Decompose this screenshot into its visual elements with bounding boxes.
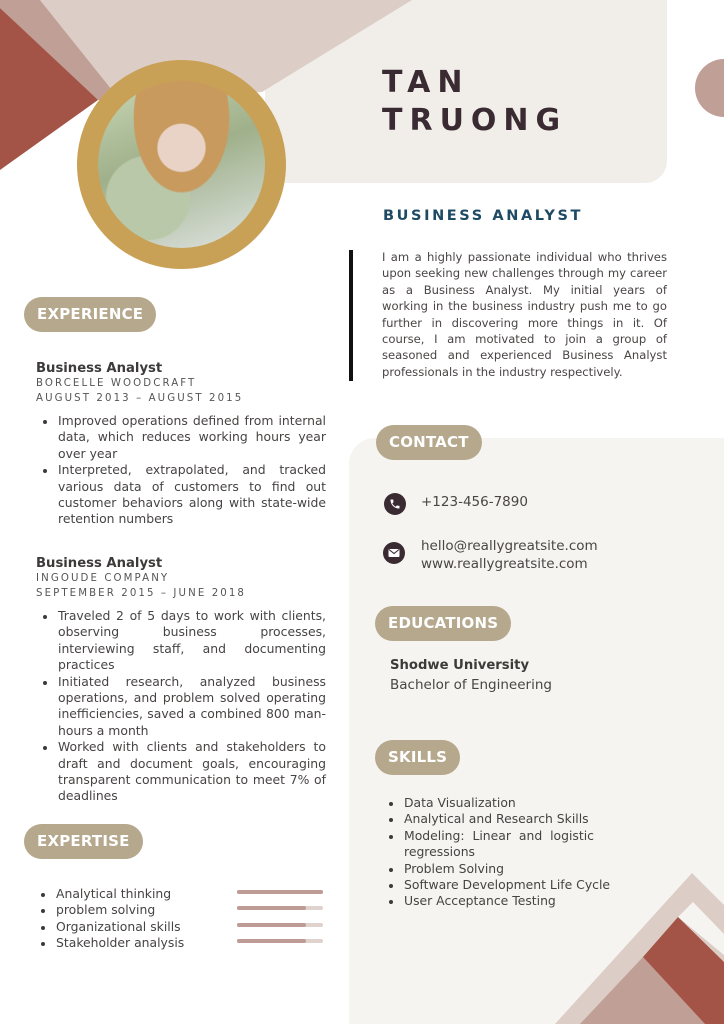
expertise-bar-fill [237,890,323,894]
phone-glyph-icon [389,498,401,510]
job-dates: AUGUST 2013 – AUGUST 2015 [36,393,244,404]
job-company: BORCELLE WOODCRAFT [36,378,197,389]
job-title: Business Analyst [36,556,163,571]
expertise-item: Organizational skills [36,919,226,935]
job-bullet: Worked with clients and stakeholders to draft and document goals, encouraging transparent communication to meet 7% of deadlines [38,739,326,805]
profile-photo [98,81,265,248]
first-name: TAN [382,65,470,100]
last-name: TRUONG [382,103,568,138]
job-dates: SEPTEMBER 2015 – JUNE 2018 [36,588,247,599]
job-entry [36,556,326,805]
expertise-bar [237,906,323,910]
summary-accent-bar [349,250,353,381]
job-title: Business Analyst [36,361,163,376]
expertise-item: problem solving [36,902,226,918]
full-name [382,64,567,140]
contact-website[interactable]: www.reallygreatsite.com [421,556,588,572]
job-role: BUSINESS ANALYST [383,208,583,224]
education-degree: Bachelor of Engineering [390,677,552,693]
skill-item: Problem Solving [384,861,664,877]
skill-item: User Acceptance Testing [384,893,664,909]
skill-item: Software Development Life Cycle [384,877,664,893]
phone-icon [384,493,406,515]
expertise-bar-fill [237,923,306,927]
job-company: INGOUDE COMPANY [36,573,170,584]
job-bullet: Initiated research, analyzed business operations, and problem solved operating inefficiencies, saved a combined 800 man-hours a month [38,674,326,740]
education-heading: EDUCATIONS [375,606,511,641]
expertise-bar-fill [237,906,306,910]
mail-icon [383,542,405,564]
expertise-bar [237,890,323,894]
contact-phone[interactable]: +123-456-7890 [421,494,528,510]
education-school: Shodwe University [390,658,530,673]
experience-heading: EXPERIENCE [24,297,156,332]
job-bullets [38,413,326,528]
job-bullets [38,608,326,805]
expertise-heading: EXPERTISE [24,824,143,859]
job-bullet: Traveled 2 of 5 days to work with clients, observing business processes, interviewing staff, and documenting practices [38,608,326,674]
skills-list [384,795,664,910]
contact-email[interactable]: hello@reallygreatsite.com [421,538,598,554]
expertise-bar [237,923,323,927]
expertise-item: Stakeholder analysis [36,935,226,951]
contact-heading: CONTACT [376,425,482,460]
job-bullet: Interpreted, extrapolated, and tracked various data of customers to find out customer behaviors along with state-wide retention numbers [38,462,326,528]
skill-item: Data Visualization [384,795,664,811]
skill-item: Modeling: Linear and logistic regressions [384,828,594,861]
expertise-bar [237,939,323,943]
skill-item: Analytical and Research Skills [384,811,664,827]
expertise-item: Analytical thinking [36,886,226,902]
expertise-level-bars [237,890,323,956]
skills-heading: SKILLS [375,740,460,775]
job-entry [36,361,326,528]
job-bullet: Improved operations defined from internal data, which reduces working hours year over year [38,413,326,462]
expertise-list [36,886,226,952]
profile-summary: I am a highly passionate individual who thrives upon seeking new challenges through my career as a Business Analyst. My initial years of working in the business industry push me to go further in discovering more things in it. Of course, I am motivated to join a group of seasoned and experienced Business Analyst professionals in the industry respectively. [382,250,667,379]
expertise-bar-fill [237,939,306,943]
envelope-glyph-icon [388,548,400,558]
